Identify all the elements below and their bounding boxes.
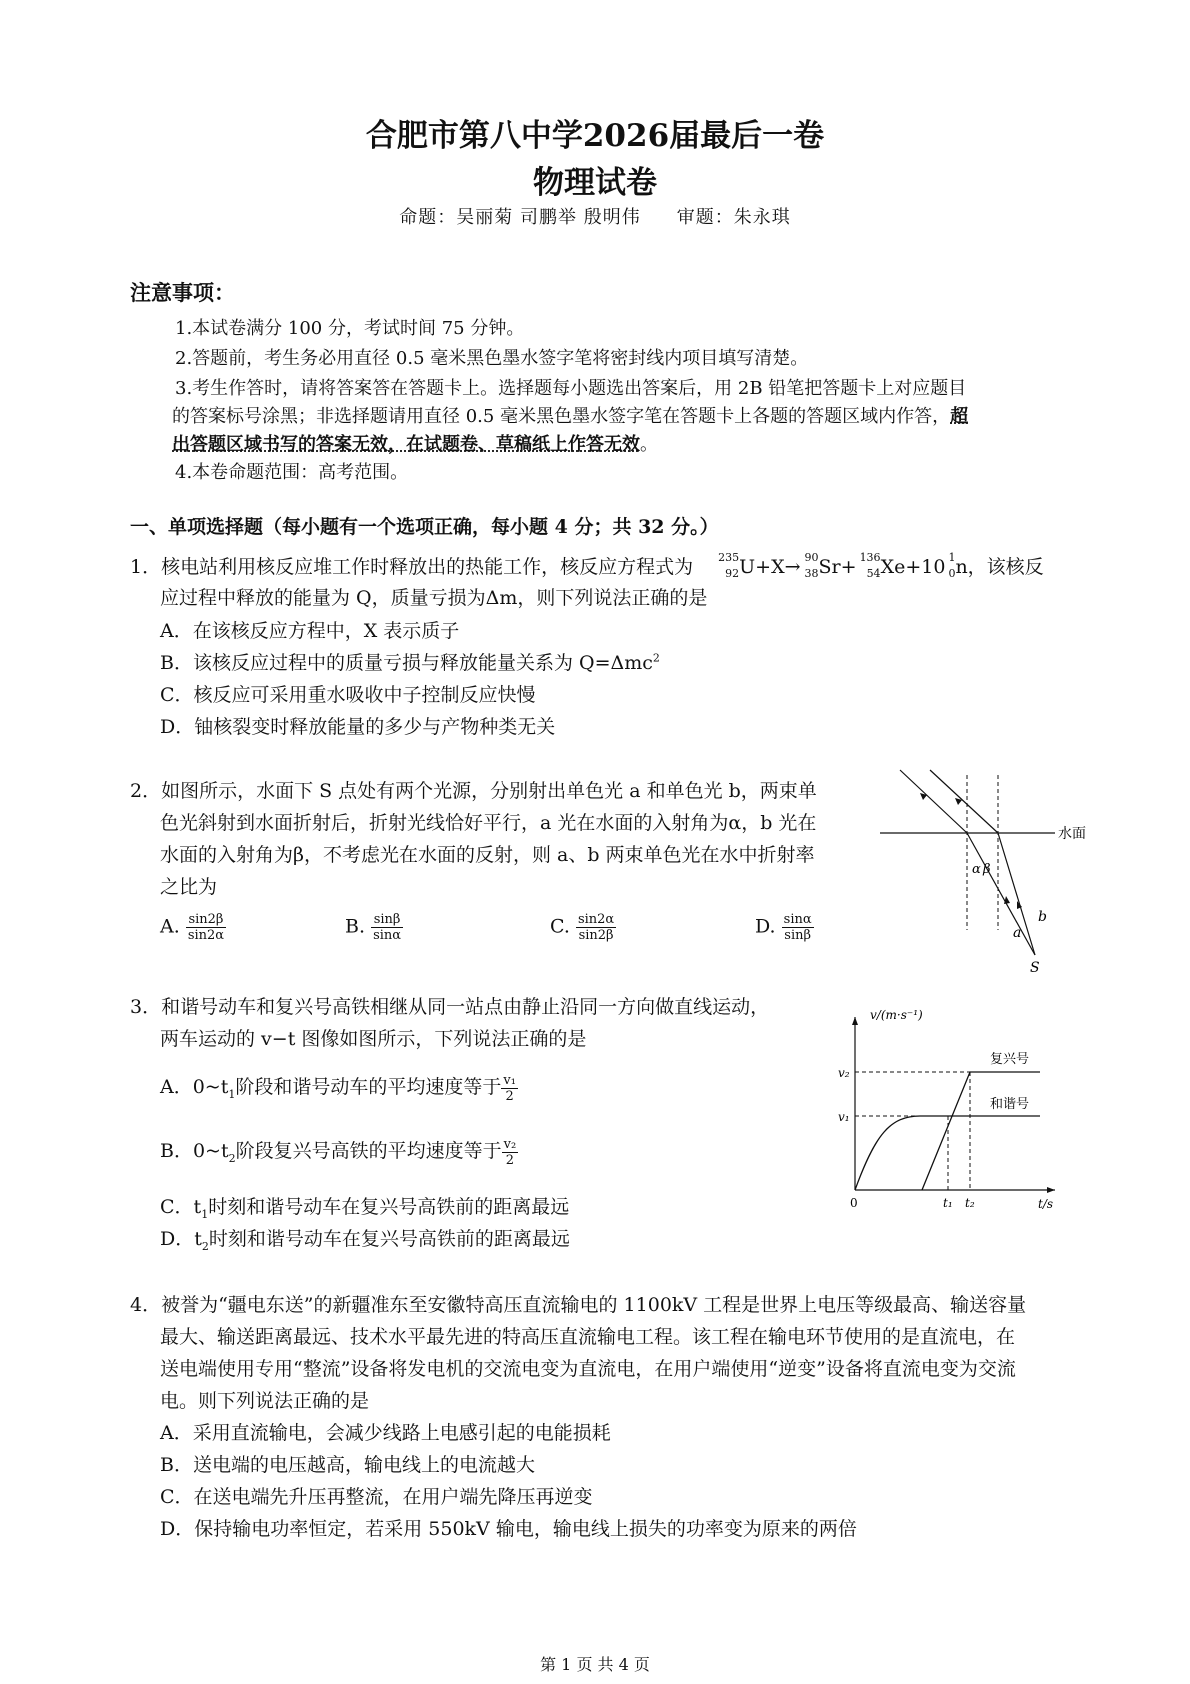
q2-option-d: D. $\frac{\sin\alpha}{\sin\beta}$: [755, 912, 812, 943]
q4-option-a: A．采用直流输电，会减少线路上电感引起的电能损耗: [160, 1422, 611, 1444]
q2-option-a: A. $\frac{\sin 2\beta}{\sin 2\alpha}$: [160, 912, 225, 943]
v1-label: v₁: [838, 1110, 850, 1124]
authors-label: 命题：吴丽菊 司鹏举 殷明伟: [399, 207, 641, 228]
q2-line3: 水面的入射角为β，不考虑光在水面的反射，则 a、b 两束单色光在水中折射率: [160, 844, 815, 866]
q4-line2: 最大、输送距离最远、技术水平最先进的特高压直流输电工程。该工程在输电环节使用的是直流电，在: [160, 1326, 1016, 1348]
q4-option-c: C．在送电端先升压再整流，在用户端先降压再逆变: [160, 1486, 593, 1508]
exam-title: 合肥市第八中学2026届最后一卷: [365, 118, 825, 154]
q4-line3: 送电端使用专用“整流”设备将发电机的交流电变为直流电，在用户端使用“逆变”设备将直流电变为交流: [160, 1358, 1016, 1380]
notice-item-4: 4.本卷命题范围：高考范围。: [175, 462, 409, 483]
page-number: 第 1 页 共 4 页: [540, 1655, 650, 1674]
authors-line: [0, 203, 1190, 229]
refracted-ray-b: [930, 770, 998, 833]
q1-option-a: A．在该核反应方程中，X 表示质子: [160, 620, 460, 642]
q2-option-b: B. $\frac{\sin\beta}{\sin\alpha}$: [345, 912, 402, 943]
notice-item-3a: 3.考生作答时，请将答案答在答题卡上。选择题每小题选出答案后，用 2B 铅笔把答题卡上对应题目: [175, 378, 967, 399]
water-label: 水面: [1058, 826, 1086, 842]
q4-option-b: B．送电端的电压越高，输电线上的电流越大: [160, 1454, 535, 1476]
x-axis-label: t/s: [1038, 1197, 1054, 1211]
q1-stem-line2: 应过程中释放的能量为 Q，质量亏损为Δm，则下列说法正确的是: [160, 587, 708, 609]
fuxing-label: 复兴号: [990, 1052, 1030, 1067]
notice-item-1: 1.本试卷满分 100 分，考试时间 75 分钟。: [175, 318, 525, 339]
q2-line1: 2．如图所示，水面下 S 点处有两个光源，分别射出单色光 a 和单色光 b，两束单: [130, 780, 817, 802]
q2-line2: 色光斜射到水面折射后，折射光线恰好平行，a 光在水面的入射角为α，b 光在: [160, 812, 817, 834]
t1-label: t₁: [943, 1196, 953, 1210]
y-axis-label: v/(m·s⁻¹): [870, 1008, 923, 1022]
notice-item-3c: 出答题区域书写的答案无效，在试题卷、草稿纸上作答无效。: [172, 434, 658, 455]
vt-graph: [830, 1005, 1080, 1215]
q4-line4: 电。则下列说法正确的是: [160, 1390, 370, 1412]
exam-subtitle: 物理试卷: [533, 165, 657, 201]
q1-option-b: B．该核反应过程中的质量亏损与释放能量关系为 Q=Δmc$^2$: [160, 651, 660, 674]
nuclear-equation: 235 92 U+X→ 90 38 Sr+ 136 54 Xe+10 1 0 n，该核反: [718, 551, 1044, 580]
notice-item-3b: 的答案标号涂黑；非选择题请用直径 0.5 毫米黑色墨水签字笔在答题卡上各题的答题区域内作答，超: [172, 406, 969, 427]
notice-heading: 注意事项：: [130, 280, 235, 305]
beta-label: β: [983, 862, 991, 877]
q2-line4: 之比为: [160, 876, 218, 898]
ray-a-label: a: [1013, 925, 1022, 941]
section-heading: 一、单项选择题（每小题有一个选项正确，每小题 4 分；共 32 分。）: [130, 516, 719, 538]
hexie-label: 和谐号: [990, 1097, 1030, 1112]
q3-line1: 3．和谐号动车和复兴号高铁相继从同一站点由静止沿同一方向做直线运动，: [130, 996, 770, 1018]
t2-label: t₂: [965, 1196, 975, 1210]
q4-line1: 4．被誉为“疆电东送”的新疆准东至安徽特高压直流输电的 1100kV 工程是世界上电压等级最高、输送容量: [130, 1294, 1027, 1316]
notice-item-2: 2.答题前，考生务必用直径 0.5 毫米黑色墨水签字笔将密封线内项目填写清楚。: [175, 348, 809, 369]
q3-line2: 两车运动的 v−t 图像如图所示，下列说法正确的是: [160, 1028, 587, 1050]
q3-option-b: B．$0\sim t_2$阶段复兴号高铁的平均速度等于 $\frac{\text{v₂}}{2}$: [160, 1136, 517, 1168]
q3-option-d: D．$t_2$时刻和谐号动车在复兴号高铁前的距离最远: [160, 1228, 570, 1253]
origin-label: 0: [850, 1196, 858, 1210]
alpha-label: α: [972, 862, 981, 877]
ray-b-label: b: [1038, 909, 1047, 925]
fuxing-curve: [922, 1072, 1040, 1190]
q1-stem-line1: 1．核电站利用核反应堆工作时释放出的热能工作，核反应方程式为 235 92 U+X→ 90 38 Sr+ 136 54 Xe+10 1 0 n，该核反: [130, 551, 1044, 580]
refraction-diagram: [880, 765, 1090, 975]
q3-option-a: A．$0\sim t_1$阶段和谐号动车的平均速度等于 $\frac{\text{v₁}}{2}$: [160, 1072, 516, 1104]
q1-option-c: C．核反应可采用重水吸收中子控制反应快慢: [160, 684, 536, 706]
q4-option-d: D．保持输电功率恒定，若采用 550kV 输电，输电线上损失的功率变为原来的两倍: [160, 1518, 857, 1540]
q1-option-d: D．铀核裂变时释放能量的多少与产物种类无关: [160, 716, 556, 738]
v2-label: v₂: [838, 1066, 850, 1080]
reviewer-label: 审题：朱永琪: [676, 207, 791, 228]
q3-option-c: C．$t_1$时刻和谐号动车在复兴号高铁前的距离最远: [160, 1196, 570, 1221]
q2-option-c: C. $\frac{\sin 2\alpha}{\sin 2\beta}$: [550, 912, 615, 943]
source-label: S: [1030, 960, 1040, 975]
incident-ray-a: [967, 833, 1035, 955]
